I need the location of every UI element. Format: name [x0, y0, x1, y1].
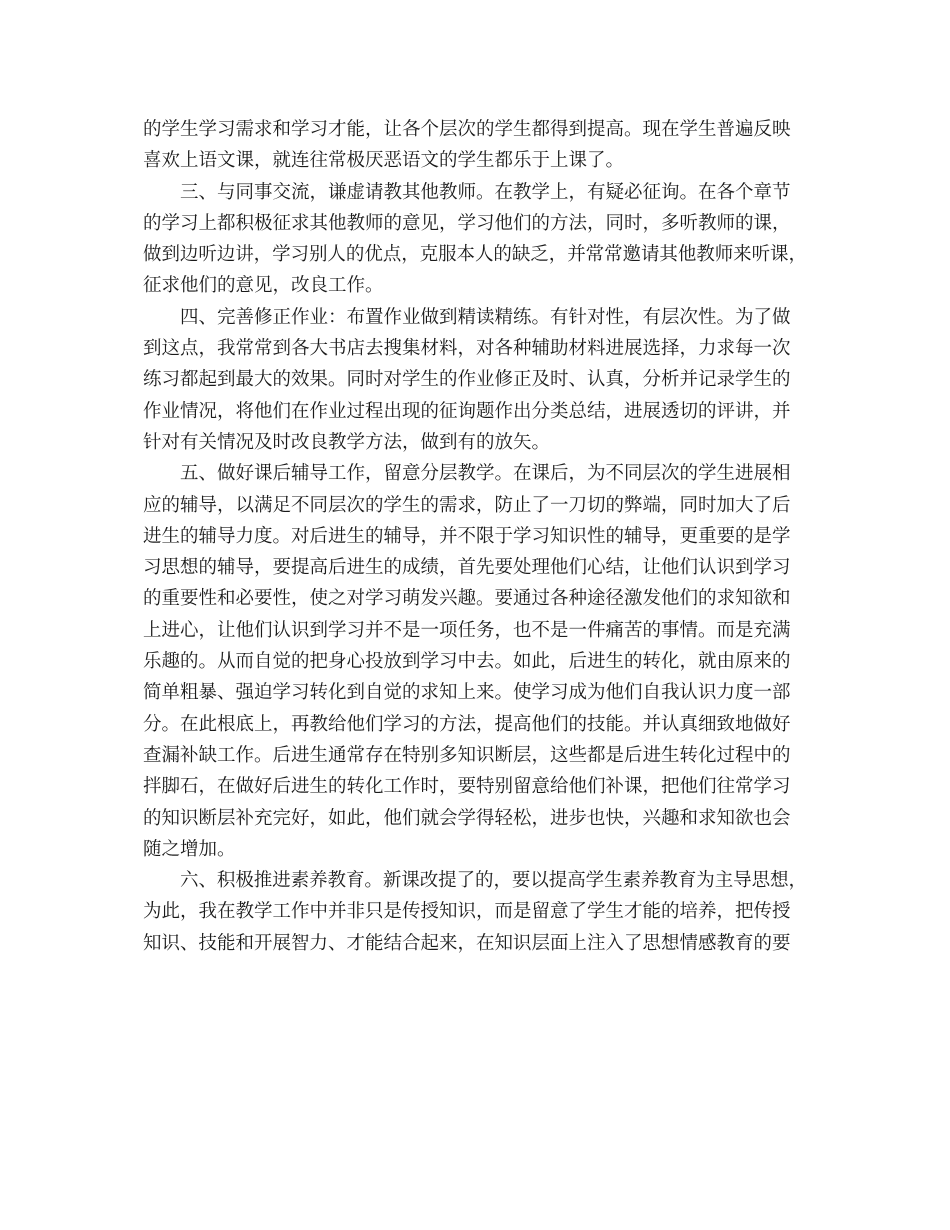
text-line: 到这点，我常常到各大书店去搜集材料，对各种辅助材料进展选择，力求每一次: [143, 338, 791, 360]
text-line: 练习都起到最大的效果。同时对学生的作业修正及时、认真，分析并记录学生的: [143, 369, 791, 391]
text-line: 的学生学习需求和学习才能，让各个层次的学生都得到提高。现在学生普遍反映: [143, 119, 791, 140]
text-line: 拌脚石，在做好后进生的转化工作时，要特别留意给他们补课，把他们往常学习: [143, 776, 791, 798]
text-line: 的知识断层补充完好，如此，他们就会学得轻松，进步也快，兴趣和求知欲也会: [143, 807, 791, 829]
text-line: 作业情况，将他们在作业过程出现的征询题作出分类总结，进展透切的评讲，并: [143, 400, 791, 422]
text-line: 简单粗暴、强迫学习转化到自觉的求知上来。使学习成为他们自我认识力度一部: [143, 682, 791, 704]
paragraph: [143, 114, 807, 177]
text-line: 上进心，让他们认识到学习并不是一项任务，也不是一件痛苦的事情。而是充满: [143, 619, 791, 641]
text-line: 分。在此根底上，再教给他们学习的方法，提高他们的技能。并认真细致地做好: [143, 713, 791, 735]
text-line: 的学习上都积极征求其他教师的意见，学习他们的方法，同时，多听教师的课，: [143, 212, 791, 234]
text-line: 乐趣的。从而自觉的把身心投放到学习中去。如此，后进生的转化，就由原来的: [143, 651, 791, 673]
text-line: 应的辅导，以满足不同层次的学生的需求，防止了一刀切的弊端，同时加大了后: [143, 494, 791, 516]
paragraph: [143, 177, 807, 302]
text-line: 六、积极推进素养教育。新课改提了的，要以提高学生素养教育为主导思想，: [180, 870, 807, 892]
text-line: 四、完善修正作业：布置作业做到精读精练。有针对性，有层次性。为了做: [180, 306, 791, 328]
text-line: 为此，我在教学工作中并非只是传授知识，而是留意了学生才能的培养，把传授: [143, 901, 791, 923]
text-line: 喜欢上语文课，就连往常极厌恶语文的学生都乐于上课了。: [143, 150, 625, 172]
text-line: 进生的辅导力度。对后进生的辅导，并不限于学习知识性的辅导，更重要的是学: [143, 525, 791, 547]
text-line: 五、做好课后辅导工作，留意分层教学。在课后，为不同层次的学生进展相: [180, 463, 791, 485]
text-line: 习思想的辅导，要提高后进生的成绩，首先要处理他们心结，让他们认识到学习: [143, 557, 791, 579]
text-line: 知识、技能和开展智力、才能结合起来，在知识层面上注入了思想情感教育的要: [143, 932, 791, 954]
paragraph: [143, 302, 807, 458]
text-line: 随之增加。: [143, 838, 236, 860]
paragraph: [143, 458, 807, 865]
text-line: 查漏补缺工作。后进生通常存在特别多知识断层，这些都是后进生转化过程中的: [143, 744, 791, 766]
paragraph: [143, 865, 807, 959]
text-line: 征求他们的意见，改良工作。: [143, 275, 384, 297]
text-line: 做到边听边讲，学习别人的优点，克服本人的缺乏，并常常邀请其他教师来听课，: [143, 244, 807, 266]
document-page: [143, 114, 807, 959]
text-line: 针对有关情况及时改良教学方法，做到有的放矢。: [143, 431, 551, 453]
text-line: 三、与同事交流，谦虚请教其他教师。在教学上，有疑必征询。在各个章节: [180, 181, 791, 203]
text-line: 的重要性和必要性，使之对学习萌发兴趣。要通过各种途径激发他们的求知欲和: [143, 588, 791, 610]
